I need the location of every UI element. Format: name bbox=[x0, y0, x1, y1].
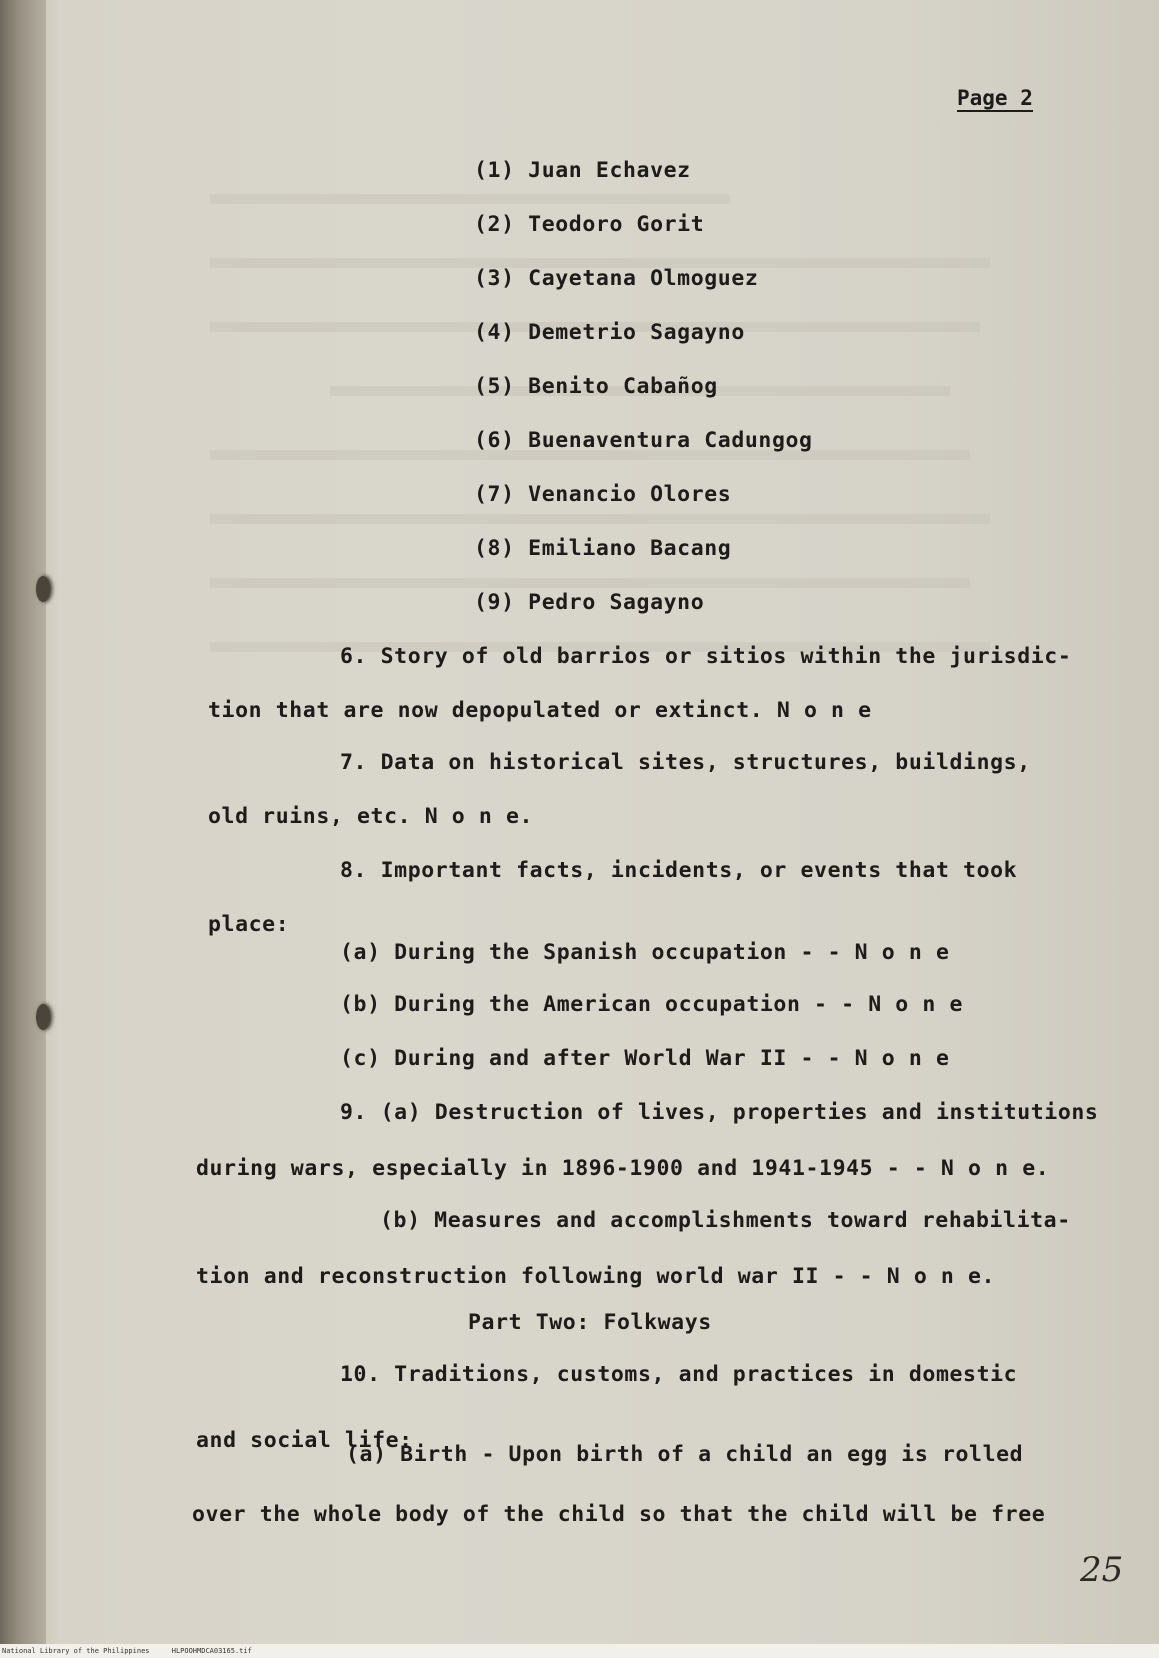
item-9b-text: (b) Measures and accomplishments toward rehabilita- bbox=[380, 1208, 1071, 1233]
informant-item: (1) Juan Echavez bbox=[474, 158, 691, 183]
informant-item: (4) Demetrio Sagayno bbox=[474, 320, 745, 345]
informant-item: (5) Benito Cabañog bbox=[474, 374, 718, 399]
informant-item: (3) Cayetana Olmoguez bbox=[474, 266, 759, 291]
informant-item: (7) Venancio Olores bbox=[474, 482, 732, 507]
item-10a-text: (a) Birth - Upon birth of a child an egg is rolled bbox=[346, 1442, 1024, 1467]
item-9b-text: tion and reconstruction following world war II - - N o n e. bbox=[196, 1264, 996, 1289]
binding-hole bbox=[36, 576, 50, 602]
binding-edge bbox=[0, 0, 46, 1644]
library-name: National Library of the Philippines bbox=[2, 1647, 150, 1655]
scan-footer bbox=[0, 1644, 1159, 1658]
informant-item: (2) Teodoro Gorit bbox=[474, 212, 705, 237]
binding-hole bbox=[36, 1004, 50, 1030]
item-6-text: tion that are now depopulated or extinct. N o n e bbox=[208, 698, 872, 723]
informant-item: (6) Buenaventura Cadungog bbox=[474, 428, 813, 453]
item-9-text: during wars, especially in 1896-1900 and 1941-1945 - - N o n e. bbox=[196, 1156, 1050, 1181]
item-8-text: 8. Important facts, incidents, or events that took bbox=[340, 858, 1018, 883]
page-number: Page 2 bbox=[957, 86, 1033, 110]
item-8-subitem: (a) During the Spanish occupation - - N o n e bbox=[340, 940, 950, 965]
item-10-text: 10. Traditions, customs, and practices in domestic bbox=[340, 1362, 1018, 1387]
file-name: HLPOOHMDCA03165.tif bbox=[171, 1647, 252, 1655]
item-7-text: 7. Data on historical sites, structures, buildings, bbox=[340, 750, 1031, 775]
item-10a-text: over the whole body of the child so that the child will be free bbox=[192, 1502, 1046, 1527]
item-8-text: place: bbox=[208, 912, 290, 937]
item-7-text: old ruins, etc. N o n e. bbox=[208, 804, 534, 829]
informant-item: (9) Pedro Sagayno bbox=[474, 590, 705, 615]
item-8-subitem: (b) During the American occupation - - N o n e bbox=[340, 992, 964, 1017]
item-9-text: 9. (a) Destruction of lives, properties and institutions bbox=[340, 1100, 1099, 1125]
item-10-text: and social life: bbox=[196, 1428, 413, 1453]
section-heading: Part Two: Folkways bbox=[468, 1310, 712, 1335]
item-6-text: 6. Story of old barrios or sitios within the jurisdic- bbox=[340, 644, 1072, 669]
handwritten-folio-number: 25 bbox=[1080, 1550, 1124, 1590]
item-8-subitem: (c) During and after World War II - - N o n e bbox=[340, 1046, 950, 1071]
informant-item: (8) Emiliano Bacang bbox=[474, 536, 732, 561]
